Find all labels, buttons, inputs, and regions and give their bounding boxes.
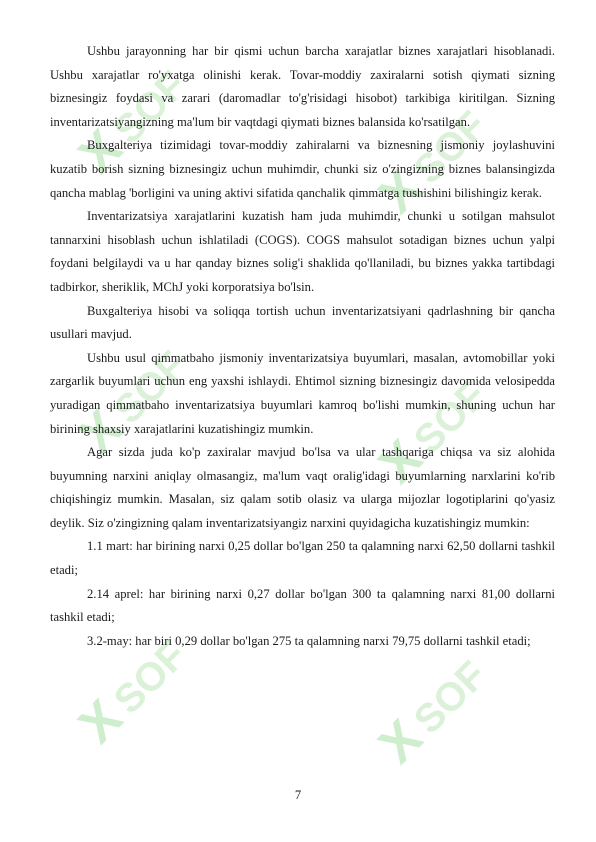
watermark: XSOF <box>367 103 496 225</box>
paragraph: Ushbu usul qimmatbaho jismoniy inventarizatsiya buyumlari, masalan, avtomobillar yoki zargarlik buyumlari uchun eng yaxshi ishlaydi. Ehtimol sizning biznesingiz davomida velosipedda yuradigan qimmatbaho inventarizatsiya buyumlari kamroq bo'lishi mumkin, shuning uchun har birining shaxsiy xarajatlarini kuzatishingiz mumkin. <box>50 350 555 436</box>
paragraph: Inventarizatsiya xarajatlarini kuzatish ham juda muhimdir, chunki u sotilgan mahsulot tannarxini hisoblash uchun ishlatiladi (COGS). COGS mahsulot sotadigan biznes uchun yalpi foydani belgilaydi va u har qanday biznes solig'i shaklida qo'llaniladi, bu biznes yakka tartibdagi tadbirkor, sheriklik, MChJ yoki korporatsiya bo'lsin. <box>50 209 555 294</box>
list-item: 1.1 mart: har birining narxi 0,25 dollar bo'lgan 250 ta qalamning narxi 62,50 dollarni tashkil etadi; <box>50 539 555 578</box>
watermark: XSOF <box>67 343 196 465</box>
page-number: 7 <box>294 788 302 802</box>
paragraph: Buxgalteriya hisobi va soliqqa tortish uchun inventarizatsiyani qadrlashning bir qancha usullari mavjud. <box>50 303 555 342</box>
watermark: XSOF <box>367 653 496 775</box>
list-item: 2.14 aprel: har birining narxi 0,27 dollar bo'lgan 300 ta qalamning narxi 81,00 dollarni tashkil etadi; <box>50 586 555 625</box>
watermark: XSOF <box>367 373 496 495</box>
document-body <box>50 40 555 653</box>
paragraph: Ushbu jarayonning har bir qismi uchun barcha xarajatlar biznes xarajatlari hisoblanadi. Ushbu xarajatlar ro'yxatga olinishi kerak. Tovar-moddiy zaxiralarni sotish qiymati sizning biznesingiz foydasi va zarari (daromadlar to'g'risidagi hisobot) tarkibiga kiritilgan. Sizning inventarizatsiyangizning ma'lum bir vaqtdagi qiymati biznes balansida ko'rsatilgan. <box>50 44 555 129</box>
watermark: XSOF <box>67 633 196 755</box>
list-item: 3.2-may: har biri 0,29 dollar bo'lgan 275 ta qalamning narxi 79,75 dollarni tashkil etadi; <box>87 633 531 648</box>
paragraph: Buxgalteriya tizimidagi tovar-moddiy zahiralarni va biznesning jismoniy joylashuvini kuzatib borish sizning biznesingiz uchun muhimdir, chunki siz o'zingizning biznes balansingizda qancha mablag 'borligini va uning aktivi sifatida qanchalik qimmatga tushishini bilishingiz kerak. <box>50 138 555 200</box>
watermark: XSOF <box>67 63 196 185</box>
paragraph: Agar sizda juda ko'p zaxiralar mavjud bo'lsa va ular tashqariga chiqsa va siz alohida buyumning narxini aniqlay olmasangiz, ma'lum vaqt oralig'idagi buyumlarning narxlarini ko'rib chiqishingiz mumkin. Masalan, siz qalam sotib olasiz va ularga mijozlar logotiplarini qo'yasiz deylik. Siz o'zingizning qalam inventarizatsiyangiz narxini quyidagicha kuzatishingiz mumkin: <box>50 445 555 530</box>
